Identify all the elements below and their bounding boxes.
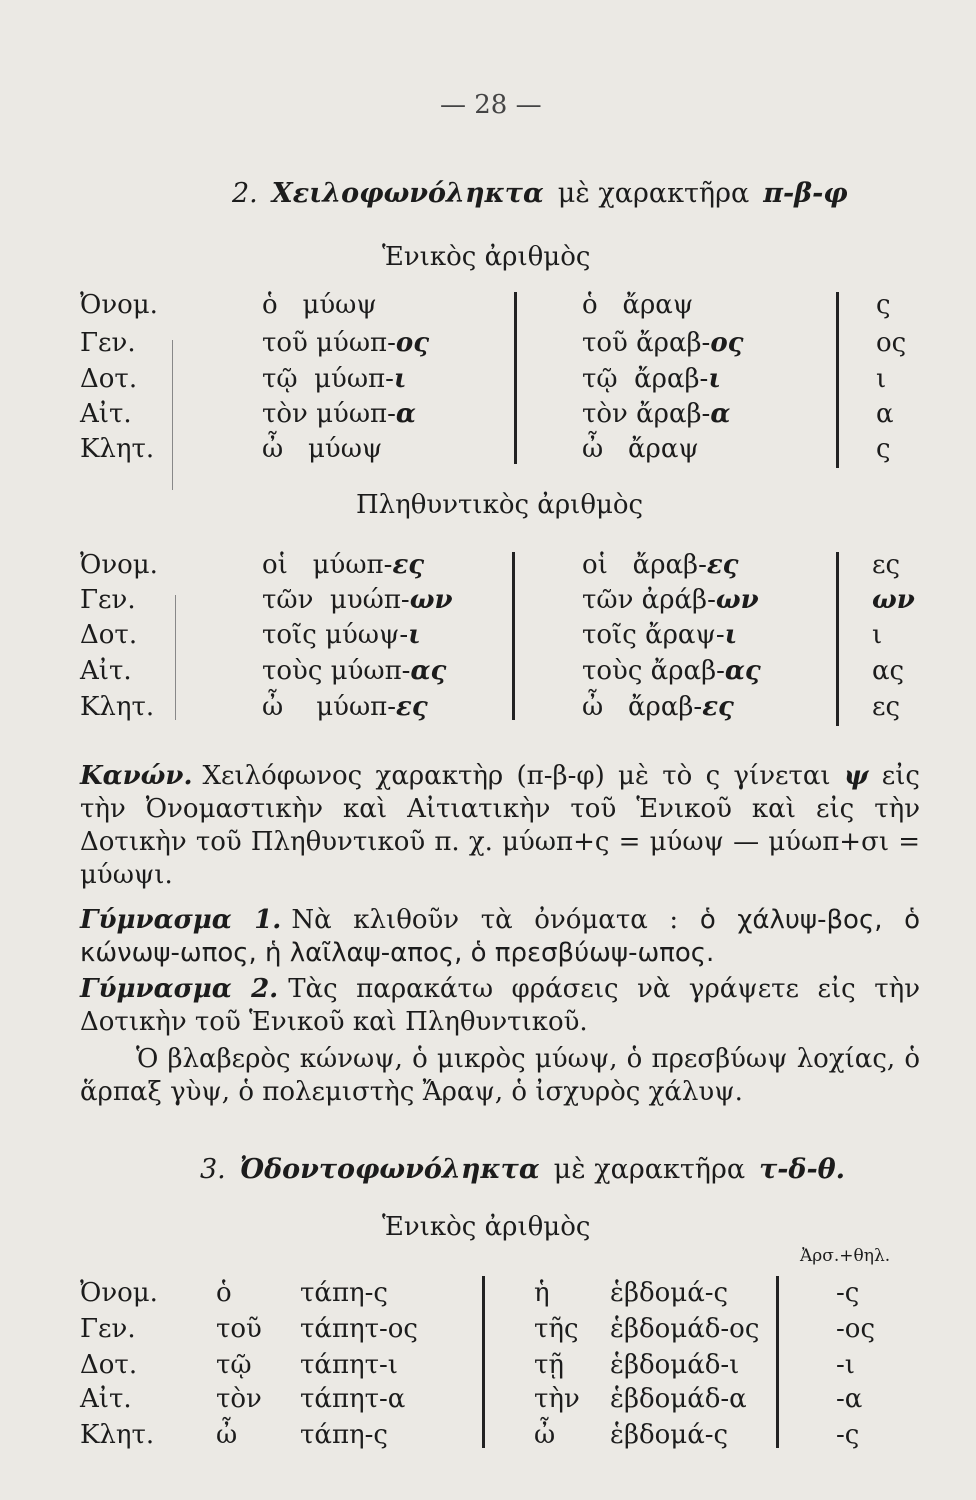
- stem: μύωψ: [308, 434, 383, 464]
- evdomas-article: τῆς: [534, 1314, 579, 1344]
- table-row: [582, 550, 739, 580]
- ending-cell: -ς: [836, 1278, 860, 1308]
- ending: ι: [393, 364, 407, 394]
- case-label: Κλητ.: [80, 434, 155, 464]
- rule-psi: ψ: [843, 761, 869, 791]
- rule-paragraph: [80, 760, 920, 892]
- ending-cell: -ος: [836, 1314, 875, 1344]
- section-3-heading: [200, 1154, 845, 1185]
- stem: ἄραβ-: [636, 399, 711, 429]
- stem: μυώπ-: [329, 585, 410, 615]
- stem: ἄραβ-: [628, 692, 703, 722]
- ending: α: [710, 399, 731, 429]
- tapis-article: ὁ: [216, 1278, 232, 1308]
- ending-cell: α: [876, 399, 894, 429]
- ending-cell: -ι: [836, 1350, 855, 1380]
- section-2-characters: π-β-φ: [763, 178, 848, 209]
- section-3-connector: μὲ χαρακτῆρα: [553, 1154, 746, 1185]
- article: τοῦ: [582, 328, 628, 358]
- evdomas-form: ἑβδομάδ-α: [610, 1384, 747, 1414]
- case-label: Ὀνομ.: [80, 1278, 158, 1308]
- article: τοῖς: [582, 620, 637, 650]
- table-row: [262, 585, 453, 615]
- table-row: [262, 692, 428, 722]
- ending: ι: [724, 620, 738, 650]
- exercise-2-lead: Γύμνασμα 2.: [80, 974, 279, 1004]
- article: τὸν: [262, 399, 308, 429]
- ending-cell: ι: [876, 364, 887, 394]
- singular-heading-section-3: Ἑνικὸς ἀριθμὸς: [382, 1212, 591, 1242]
- article: ὦ: [262, 434, 284, 464]
- column-divider: [482, 1276, 485, 1448]
- evdomas-form: ἑβδομάδ-ι: [610, 1350, 740, 1380]
- tapis-form: τάπη-ς: [300, 1420, 388, 1450]
- case-label: Δοτ.: [80, 620, 138, 650]
- table-row: [262, 399, 416, 429]
- article: τοῖς: [262, 620, 317, 650]
- ending: ας: [724, 656, 761, 686]
- tapis-article: τοῦ: [216, 1314, 262, 1344]
- tapis-article: τῷ: [216, 1350, 252, 1380]
- tapis-form: τάπη-ς: [300, 1278, 388, 1308]
- stem: μύωπ-: [330, 656, 411, 686]
- tapis-article: τὸν: [216, 1384, 262, 1414]
- table-row: [262, 550, 424, 580]
- column-divider: [514, 292, 517, 464]
- table-row: [262, 290, 377, 320]
- ending-cell: -α: [836, 1384, 863, 1414]
- section-2-heading: [232, 178, 848, 209]
- article: τῶν: [582, 585, 634, 615]
- case-label: Γεν.: [80, 1314, 136, 1344]
- stem: μύωψ-: [325, 620, 409, 650]
- evdomas-article: ὦ: [534, 1420, 556, 1450]
- ending: ες: [702, 692, 734, 722]
- article: τῶν: [262, 585, 314, 615]
- tapis-article: ὦ: [216, 1420, 238, 1450]
- ending: ι: [408, 620, 421, 650]
- stem: μύωπ-: [316, 399, 396, 429]
- ending-cell: ων: [872, 585, 915, 615]
- article: τοῦ: [262, 328, 308, 358]
- tapis-form: τάπητ-ι: [300, 1350, 398, 1380]
- stem: ἄραβ-: [636, 328, 711, 358]
- ending-cell: ες: [872, 550, 901, 580]
- ending-cell: ς: [876, 434, 891, 464]
- table-row: [262, 328, 429, 358]
- article: ὦ: [582, 692, 604, 722]
- stem: μύωπ-: [312, 550, 393, 580]
- tapis-form: τάπητ-ος: [300, 1314, 418, 1344]
- ending-cell: ς: [876, 290, 891, 320]
- table-row: [582, 434, 699, 464]
- stem: μύωπ-: [316, 328, 396, 358]
- stem: μύωπ-: [314, 364, 394, 394]
- ending: ος: [710, 328, 744, 358]
- stem: ἄραβ-: [632, 550, 707, 580]
- ending: ι: [708, 364, 721, 394]
- article: ὁ: [262, 290, 278, 320]
- case-label: Δοτ.: [80, 1350, 138, 1380]
- article: τὸν: [582, 399, 628, 429]
- section-2-number: 2.: [232, 178, 258, 209]
- evdomas-article: τῇ: [534, 1350, 564, 1380]
- ending: ες: [706, 550, 739, 580]
- article: τοὺς: [582, 656, 643, 686]
- section-2-connector: μὲ χαρακτῆρα: [557, 178, 750, 209]
- evdomas-form: ἑβδομά-ς: [610, 1420, 729, 1450]
- page-number: — 28 —: [440, 90, 542, 120]
- stem: ἄραψ: [628, 434, 699, 464]
- column-divider: [175, 595, 176, 720]
- exercise-2: [80, 973, 920, 1039]
- article: οἱ: [262, 550, 288, 580]
- rule-text-1: Χειλόφωνος χαρακτὴρ (π-β-φ) μὲ τὸ ς γίνεται: [202, 761, 831, 791]
- case-label: Αἰτ.: [80, 656, 132, 686]
- ending-cell: ι: [872, 620, 883, 650]
- table-row: [262, 620, 421, 650]
- ending-cell: ες: [872, 692, 901, 722]
- table-row: [582, 656, 761, 686]
- table-row: [582, 364, 721, 394]
- table-row: [582, 399, 730, 429]
- exercise-1-lead: Γύμνασμα 1.: [80, 905, 282, 935]
- section-2-title: Χειλοφωνόληκτα: [271, 178, 544, 209]
- tapis-form: τάπητ-α: [300, 1384, 406, 1414]
- stem: μύωψ: [302, 290, 377, 320]
- evdomas-article: ἡ: [534, 1278, 550, 1308]
- column-divider: [776, 1276, 779, 1448]
- article: τοὺς: [262, 656, 323, 686]
- ending-cell: ας: [872, 656, 905, 686]
- table-row: [262, 656, 446, 686]
- ending-cell: ος: [876, 328, 907, 358]
- case-label: Γεν.: [80, 328, 136, 358]
- case-label: Ὀνομ.: [80, 290, 158, 320]
- plural-heading: Πληθυντικὸς ἀριθμὸς: [356, 490, 644, 520]
- table-row: [582, 585, 759, 615]
- section-3-number: 3.: [200, 1154, 226, 1185]
- exercise-2-text: Τὰς παρακάτω φράσεις νὰ γράψετε εἰς τὴν Δοτικὴν τοῦ Ἑνικοῦ καὶ Πληθυντικοῦ.: [80, 974, 920, 1037]
- article: ὦ: [582, 434, 604, 464]
- singular-heading: Ἑνικὸς ἀριθμὸς: [382, 242, 591, 272]
- ending-cell: -ς: [836, 1420, 860, 1450]
- section-3-characters: τ-δ-θ.: [759, 1154, 846, 1185]
- exercise-1-words: ὁ χάλυψ-βος, ὁ κώνωψ-ωπος, ἡ λαῖλαψ-απος, ὁ πρεσβύωψ-ωπος.: [80, 905, 921, 968]
- ending: ων: [409, 585, 453, 615]
- case-label: Αἰτ.: [80, 399, 132, 429]
- column-divider: [172, 340, 173, 490]
- case-label: Ὀνομ.: [80, 550, 158, 580]
- ending: ες: [396, 692, 428, 722]
- stem: ἄραψ: [622, 290, 694, 320]
- section-3-title: Ὀδοντοφωνόληκτα: [239, 1154, 540, 1185]
- stem: ἄραβ-: [634, 364, 709, 394]
- table-row: [262, 434, 382, 464]
- ending: ος: [395, 328, 430, 358]
- table-row: [582, 290, 693, 320]
- evdomas-form: ἑβδομάδ-ος: [610, 1314, 760, 1344]
- evdomas-form: ἑβδομά-ς: [610, 1278, 729, 1308]
- column-divider: [836, 552, 839, 726]
- case-label: Γεν.: [80, 585, 136, 615]
- case-label: Κλητ.: [80, 1420, 155, 1450]
- table-row: [582, 620, 737, 650]
- table-row: [582, 328, 744, 358]
- case-label: Αἰτ.: [80, 1384, 132, 1414]
- exercise-1: [80, 904, 920, 970]
- ending: α: [395, 399, 416, 429]
- table-row: [262, 364, 407, 394]
- exercise-2-phrases: Ὁ βλαβερὸς κώνωψ, ὁ μικρὸς μύωψ, ὁ πρεσβύωψ λοχίας, ὁ ἅρπαξ γὺψ, ὁ πολεμιστὴς Ἄραψ, ὁ ἰσχυρὸς χάλυψ.: [80, 1044, 920, 1107]
- stem: ἀράβ-: [641, 585, 716, 615]
- stem: ἄραψ-: [645, 620, 725, 650]
- exercise-1-text: Νὰ κλιθοῦν τὰ ὀνόματα :: [291, 905, 679, 935]
- ending: ας: [410, 656, 447, 686]
- column-divider: [512, 552, 515, 720]
- evdomas-article: τὴν: [534, 1384, 580, 1414]
- article: τῷ: [582, 364, 618, 394]
- rule-lead: Κανών.: [80, 761, 193, 791]
- ending: ες: [392, 550, 425, 580]
- article: τῷ: [262, 364, 298, 394]
- case-label: Δοτ.: [80, 364, 138, 394]
- article: ὦ: [262, 692, 284, 722]
- table-row: [582, 692, 734, 722]
- rule-text-2: εἰς τὴν Ὀνομαστικὴν καὶ Αἰτιατικὴν τοῦ Ἑνικοῦ καὶ εἰς τὴν Δοτικὴν τοῦ Πληθυντικοῦ π. χ. μύωπ+ς = μύωψ — μύωπ+σι = μύωψι.: [80, 761, 920, 890]
- article: οἱ: [582, 550, 608, 580]
- stem: μύωπ-: [316, 692, 397, 722]
- ending: ων: [715, 585, 759, 615]
- column-divider: [836, 292, 839, 468]
- gender-note: Ἀρσ.+θηλ.: [800, 1246, 891, 1266]
- article: ὁ: [582, 290, 598, 320]
- stem: ἄραβ-: [650, 656, 725, 686]
- case-label: Κλητ.: [80, 692, 155, 722]
